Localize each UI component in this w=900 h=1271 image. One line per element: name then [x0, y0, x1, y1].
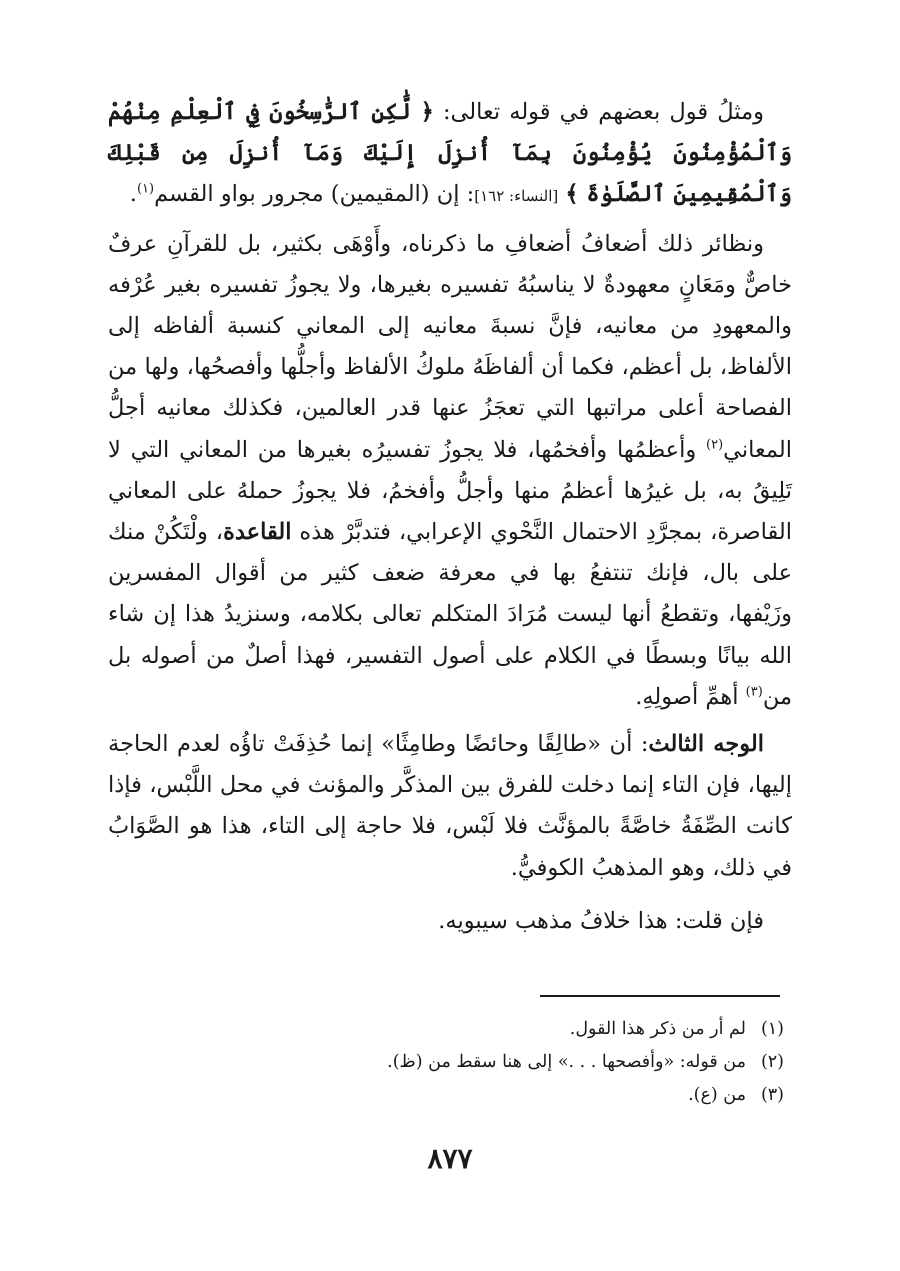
paragraph-1-intro: ومثلُ قول بعضهم في قوله تعالى: [433, 99, 764, 125]
footnote-2 [108, 1046, 784, 1079]
paragraph-4 [108, 901, 792, 942]
footnote-ref-3: (٣) [745, 684, 763, 700]
footnote-number: (١) [760, 1019, 784, 1039]
paragraph-2 [108, 224, 792, 718]
footnote-text: من (ع). [688, 1085, 746, 1105]
paragraph-4-text: فإن قلت: هذا خلافُ مذهب سيبويه. [438, 907, 764, 934]
footnote-text: لم أر من ذكر هذا القول. [569, 1019, 746, 1039]
main-text [108, 92, 792, 942]
footnote-number: (٣) [760, 1085, 784, 1105]
footnote-ref-2: (٢) [706, 437, 724, 453]
paragraph-2-part-2: وأعظمُها وأفخمُها، فلا يجوزُ تفسيرُه بغيرها من المعاني التي لا تَلِيقُ به، بل غيرُها أعظمُ منها وأجلُّ وأفخمُ، فلا يجوزُ حملهُ على المعاني القاصرة، بمجرَّدِ الاحتمال النَّحْوي الإعرابي، فتدبَّرْ هذه [108, 436, 792, 546]
footnote-1 [108, 1013, 784, 1046]
footnote-text: من قوله: «وأفصحها . . .» إلى هنا سقط من (ظ). [387, 1052, 746, 1072]
verse-reference: [النساء: ١٦٢] [474, 187, 559, 206]
paragraph-1-after: : إن (المقيمين) مجرور بواو القسم [154, 181, 475, 208]
footnote-separator [540, 995, 780, 997]
paragraph-2-part-3: ، ولْتَكُنْ منك على بال، فإنك تنتفعُ بها في معرفة ضعف كثير من أقوال المفسرين وزَيْفها، وتقطعُ أنها ليست مُرَادَ المتكلم تعالى بكلامه، وسنزيدُ هذا إن شاء الله بيانًا وبسطًا في الكلام على أصول التفسير، فهذا أصلٌ من أصوله بل من [108, 519, 792, 710]
footnote-number: (٢) [760, 1052, 784, 1072]
paragraph-3 [108, 724, 792, 889]
paragraph-1 [108, 92, 792, 218]
paragraph-1-end: . [129, 181, 137, 208]
bold-term-qaida: القاعدة [223, 519, 292, 546]
paragraph-3-text: : أن «طالِقًا وحائضًا وطامِثًا» إنما حُذِفَتْ تاؤُه لعدم الحاجة إليها، فإن التاء إنما دخلت للفرق بين المذكَّر والمؤنث في محل اللَّبْس، فإذا كانت الصِّفَةُ خاصَّةً بالمؤنَّث فلا لَبْس، فلا حاجة إلى التاء، هذا هو الصَّوَابُ في ذلك، وهو المذهبُ الكوفيُّ. [108, 731, 792, 881]
paragraph-2-part-4: أهمِّ أصولِهِ. [635, 683, 746, 710]
footnotes [108, 1013, 784, 1112]
quran-verse: ﴿ لَّٰكِنِ ٱلرَّٰسِخُونَ فِي ٱلْعِلْمِ مِنْهُمْ وَٱلْمُؤْمِنُونَ يُؤْمِنُونَ بِمَآ أُنزِلَ إِلَيْكَ وَمَآ أُنزِلَ مِن قَبْلِكَ وَٱلْمُقِيمِينَ ٱلصَّلَوٰةَ ﴾ [108, 99, 792, 208]
footnote-3 [108, 1079, 784, 1112]
paragraph-2-part-1: ونظائر ذلك أضعافُ أضعافِ ما ذكرناه، وأَوْهَى بكثير، بل للقرآنِ عرفٌ خاصٌّ ومَعَانٍ معهودةٌ لا يناسبُهُ تفسيره بغيرها، ولا يجوزُ تفسيره بغير عُرْفه والمعهودِ من معانيه، فإنَّ نسبةَ معانيه إلى المعاني كنسبة ألفاظه إلى الألفاظ، بل أعظم، فكما أن ألفاظَهُ ملوكُ الألفاظ وأجلُّها وأفصحُها، ولها من الفصاحة أعلى مراتبها التي تعجَزُ عنها قدر العالمين، فكذلك معانيه أجلُّ المعاني [108, 230, 792, 463]
page-number: ٨٧٧ [427, 1142, 473, 1175]
section-label-third-aspect: الوجه الثالث [648, 731, 764, 758]
footnote-ref-1: (١) [136, 181, 155, 197]
